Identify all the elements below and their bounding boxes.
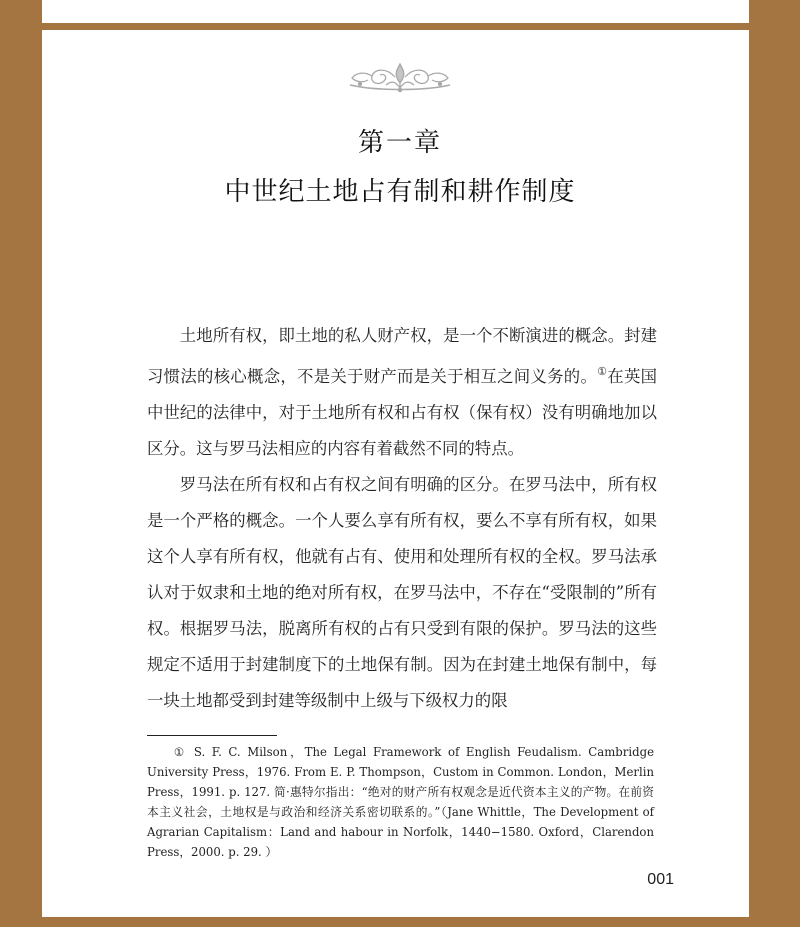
page-frame-right [749, 0, 800, 927]
footnote-reference-1[interactable]: ① [597, 365, 608, 378]
chapter-number: 第一章 [357, 128, 442, 158]
paragraph-2: 罗马法在所有权和占有权之间有明确的区分。在罗马法中，所有权是一个严格的概念。一个人要么享有所有权，要么不享有所有权，如果这个人享有所有权，他就有占有、使用和处理所有权的全权。罗马法承认对于奴隶和土地的绝对所有权，在罗马法中，不存在“受限制的”所有权。根据罗马法，脱离所有权的占有只受到有限的保护。罗马法的这些规定不适用于封建制度下的土地保有制。因为在封建土地保有制中，每一块土地都受到封建等级制中上级与下级权力的限 [147, 475, 657, 710]
chapter-title: 中世纪土地占有制和耕作制度 [224, 177, 576, 207]
body-text [147, 318, 657, 719]
footnote-divider [147, 735, 277, 736]
paragraph-1 [147, 318, 657, 467]
paragraph-1-part-2: 在英国中世纪的法律中，对于土地所有权和占有权（保有权）没有明确地加以区分。这与罗马法相应的内容有着截然不同的特点。 [147, 367, 658, 458]
page-frame-bottom [0, 917, 800, 927]
page-frame-top [0, 23, 800, 30]
footnote-1: ① S. F. C. Milson，The Legal Framework of English Feudalism. Cambridge University Press，1976. From E. P. Thompson，Custom in Common. London，Merlin Press，1991. p. 127. 简·惠特尔指出：“绝对的财产所有权观念是近代资本主义的产物。在前资本主义社会，土地权是与政治和经济关系密切联系的。”（Jane Whittle，The Development of Agrarian Capitalism：Land and habour in Norfolk，1440−1580. Oxford，Clarendon Press，2000. p. 29. ） [147, 745, 654, 859]
page-number: 001 [647, 871, 674, 888]
paragraph-1-part-1: 土地所有权，即土地的私人财产权，是一个不断演进的概念。封建习惯法的核心概念，不是关于财产而是关于相互之间义务的。 [147, 326, 657, 386]
ornament-flourish-icon [346, 61, 454, 93]
page-frame-left [0, 0, 42, 927]
